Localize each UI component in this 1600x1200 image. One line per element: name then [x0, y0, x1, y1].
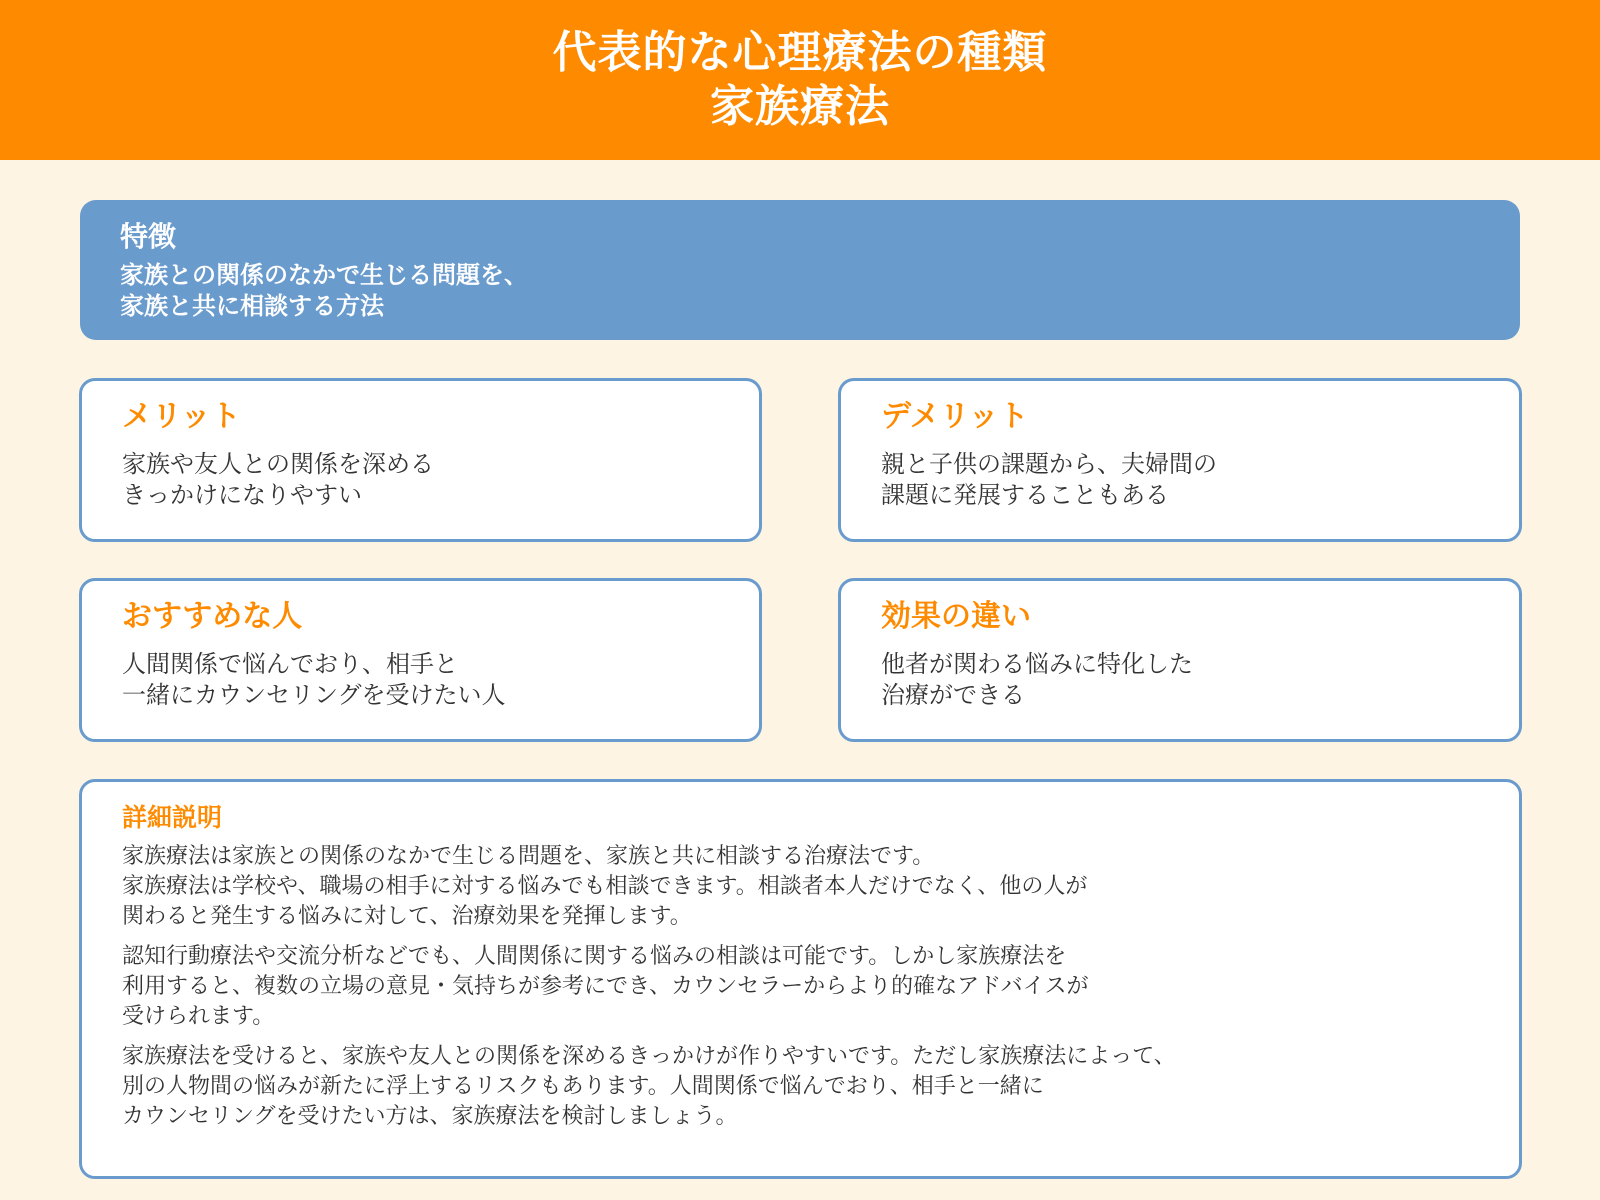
detail-line: 関わると発生する悩みに対して、治療効果を発揮します。	[122, 904, 692, 929]
page-subtitle: 家族療法	[710, 81, 890, 132]
demerit-heading: デメリット	[881, 399, 1029, 434]
effect-line: 他者が関わる悩みに特化した	[881, 650, 1193, 678]
effect-heading: 効果の違い	[881, 599, 1031, 634]
detail-paragraph	[122, 842, 1479, 932]
merit-card	[79, 378, 762, 542]
recommended-card	[79, 578, 762, 742]
merit-heading: メリット	[122, 399, 241, 434]
merit-body	[122, 449, 719, 511]
feature-line: 家族と共に相談する方法	[120, 292, 384, 320]
demerit-line: 親と子供の課題から、夫婦間の	[881, 450, 1217, 478]
detail-line: 家族療法は家族との関係のなかで生じる問題を、家族と共に相談する治療法です。	[122, 844, 935, 869]
detail-paragraph	[122, 942, 1479, 1032]
demerit-card	[838, 378, 1522, 542]
effect-line: 治療ができる	[881, 681, 1025, 709]
recommended-heading: おすすめな人	[122, 599, 303, 634]
detail-line: 家族療法は学校や、職場の相手に対する悩みでも相談できます。相談者本人だけでなく、他の人が	[122, 874, 1088, 899]
demerit-body	[881, 449, 1479, 511]
detail-line: 家族療法を受けると、家族や友人との関係を深めるきっかけが作りやすいです。ただし家族療法によって、	[122, 1044, 1176, 1069]
recommended-body	[122, 649, 719, 711]
feature-card	[80, 200, 1520, 340]
detail-heading: 詳細説明	[122, 803, 223, 832]
detail-line: 認知行動療法や交流分析などでも、人間関係に関する悩みの相談は可能です。しかし家族療法を	[122, 944, 1067, 969]
merit-line: きっかけになりやすい	[122, 481, 362, 509]
detail-paragraph	[122, 1042, 1479, 1132]
feature-heading: 特徴	[120, 220, 177, 253]
merit-line: 家族や友人との関係を深める	[122, 450, 434, 478]
detail-line: 別の人物間の悩みが新たに浮上するリスクもあります。人間関係で悩んでおり、相手と一緒に	[122, 1074, 1044, 1099]
recommended-line: 一緒にカウンセリングを受けたい人	[122, 681, 506, 709]
page-title: 代表的な心理療法の種類	[552, 27, 1048, 78]
feature-body	[120, 260, 1480, 322]
detail-line: 利用すると、複数の立場の意見・気持ちが参考にでき、カウンセラーからより的確なアドバイスが	[122, 974, 1089, 999]
detail-card	[79, 779, 1522, 1179]
effect-body	[881, 649, 1479, 711]
effect-card	[838, 578, 1522, 742]
demerit-line: 課題に発展することもある	[881, 481, 1169, 509]
detail-line: 受けられます。	[122, 1004, 275, 1029]
feature-line: 家族との関係のなかで生じる問題を、	[120, 261, 528, 289]
recommended-line: 人間関係で悩んでおり、相手と	[122, 650, 458, 678]
detail-line: カウンセリングを受けたい方は、家族療法を検討しましょう。	[122, 1104, 738, 1129]
page-header	[0, 0, 1600, 160]
